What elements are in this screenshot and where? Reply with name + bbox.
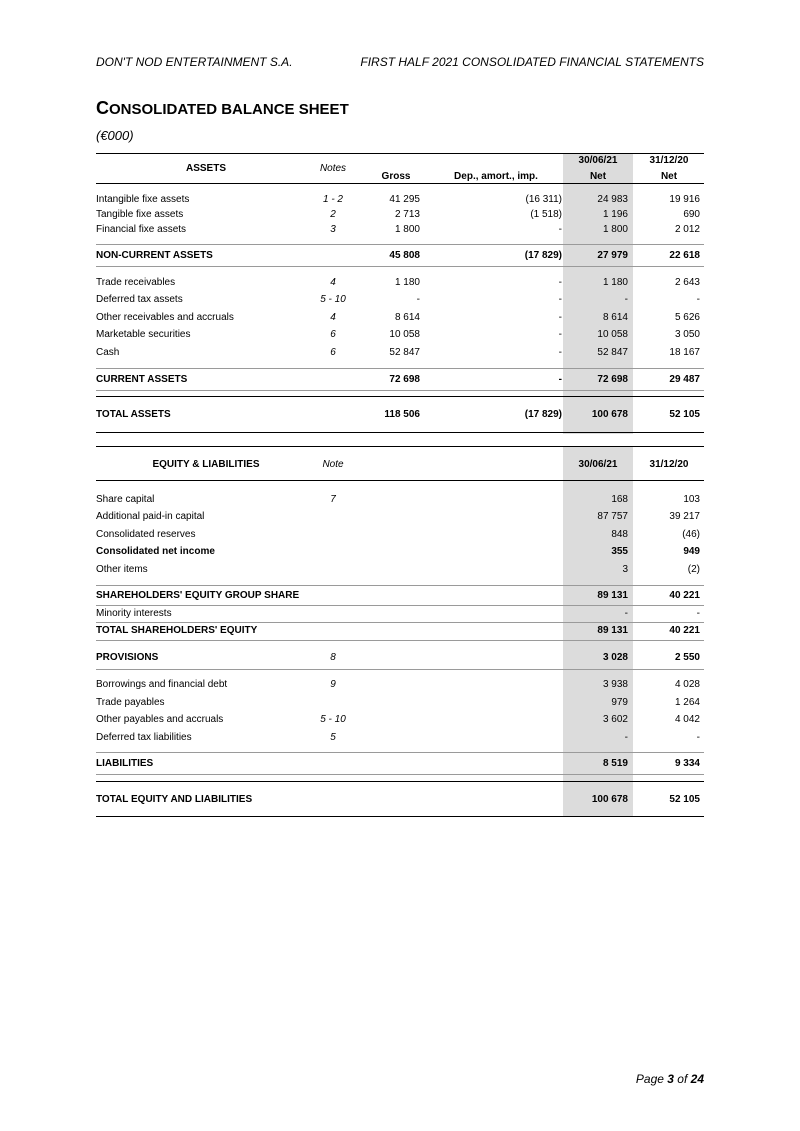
row-rule	[96, 669, 704, 670]
row-net1: 979	[611, 697, 628, 708]
row-net1: 24 983	[597, 194, 628, 205]
row-rule	[96, 390, 704, 391]
table-row	[96, 192, 704, 208]
row-rule	[96, 774, 704, 775]
row-gross: 72 698	[389, 374, 420, 385]
row-net2: 39 217	[669, 511, 700, 522]
row-label: Other receivables and accruals	[96, 312, 234, 323]
row-net2: 9 334	[674, 758, 700, 769]
row-gross: 2 713	[394, 209, 420, 220]
table-row-subtotal	[96, 623, 704, 639]
running-header-left: DON'T NOD ENTERTAINMENT S.A.	[96, 55, 293, 69]
row-label: Trade receivables	[96, 277, 176, 288]
row-net2: 949	[683, 546, 700, 557]
col-header-net1-date: 30/06/21	[578, 459, 618, 470]
row-net1: -	[624, 294, 628, 305]
row-net2: 2 550	[674, 652, 700, 663]
row-net1: 3	[622, 564, 628, 575]
row-net2: 19 916	[669, 194, 700, 205]
row-net1: 3 602	[602, 714, 628, 725]
row-label: SHAREHOLDERS' EQUITY GROUP SHARE	[96, 590, 300, 601]
row-net2: (2)	[687, 564, 700, 575]
row-label: NON-CURRENT ASSETS	[96, 250, 213, 261]
row-note: 1 - 2	[322, 194, 343, 205]
row-note: 4	[330, 277, 336, 288]
row-net2: 1 264	[674, 697, 700, 708]
row-net1: 52 847	[597, 347, 628, 358]
total-rule	[96, 781, 704, 782]
row-net2: 3 050	[674, 329, 700, 340]
row-dep: -	[558, 374, 562, 385]
row-label: PROVISIONS	[96, 652, 159, 663]
row-gross: 118 506	[384, 409, 420, 420]
row-net1: 100 678	[591, 409, 628, 420]
row-note: 6	[330, 329, 336, 340]
row-net1: -	[624, 608, 628, 619]
table-row-subtotal	[96, 588, 704, 604]
col-header-gross: Gross	[381, 171, 411, 182]
row-net1: 3 028	[602, 652, 628, 663]
row-label: TOTAL ASSETS	[96, 409, 171, 420]
row-net1: 355	[611, 546, 628, 557]
row-dep: -	[558, 347, 562, 358]
row-rule	[96, 244, 704, 245]
row-rule	[96, 266, 704, 267]
title-rest: ONSOLIDATED BALANCE SHEET	[109, 101, 349, 118]
row-net2: -	[696, 294, 700, 305]
row-note: 5 - 10	[320, 714, 346, 725]
row-net1: 72 698	[597, 374, 628, 385]
row-note: 8	[330, 652, 336, 663]
row-net1: 100 678	[591, 794, 628, 805]
row-rule	[96, 752, 704, 753]
row-dep: (16 311)	[525, 194, 562, 205]
row-net1: 1 800	[602, 224, 628, 235]
row-net1: 89 131	[597, 625, 628, 636]
table-row	[96, 327, 704, 343]
table-bottom-rule	[96, 816, 704, 817]
row-dep: (1 518)	[530, 209, 562, 220]
row-net2: (46)	[682, 529, 700, 540]
row-net1: 27 979	[597, 250, 628, 261]
row-net1: 168	[611, 494, 628, 505]
row-net1: 3 938	[602, 679, 628, 690]
row-note: 2	[330, 209, 336, 220]
col-header-dep: Dep., amort., imp.	[454, 171, 538, 182]
row-note: 5 - 10	[320, 294, 346, 305]
row-net1: 848	[611, 529, 628, 540]
row-note: 4	[330, 312, 336, 323]
row-net1: 10 058	[597, 329, 628, 340]
row-note: 7	[330, 494, 336, 505]
row-dep: -	[558, 294, 562, 305]
row-label: Cash	[96, 347, 120, 358]
row-label: Additional paid-in capital	[96, 511, 205, 522]
row-dep: (17 829)	[524, 409, 562, 420]
row-note: 9	[330, 679, 336, 690]
total-rule	[96, 396, 704, 397]
col-header-equity: EQUITY & LIABILITIES	[152, 459, 260, 470]
row-label: TOTAL SHAREHOLDERS' EQUITY	[96, 625, 258, 636]
row-gross: 8 614	[394, 312, 420, 323]
col-header-net2-date: 31/12/20	[649, 459, 689, 470]
table-top-rule	[96, 446, 704, 447]
table-row-subtotal	[96, 372, 704, 388]
row-net1: 1 196	[602, 209, 628, 220]
row-gross: 1 180	[394, 277, 420, 288]
table-row	[96, 712, 704, 728]
row-label: Financial fixe assets	[96, 224, 187, 235]
table-row	[96, 527, 704, 543]
assets-table	[96, 150, 704, 435]
table-row	[96, 695, 704, 711]
row-label: LIABILITIES	[96, 758, 154, 769]
running-header-right: FIRST HALF 2021 CONSOLIDATED FINANCIAL STATEMENTS	[360, 55, 704, 69]
table-row	[96, 345, 704, 361]
col-header-net2-date: 31/12/20	[649, 155, 689, 166]
table-row	[96, 606, 704, 622]
row-label: Other payables and accruals	[96, 714, 224, 725]
page-number	[636, 1072, 704, 1086]
table-row	[96, 310, 704, 326]
row-net2: 52 105	[669, 409, 700, 420]
row-dep: -	[558, 312, 562, 323]
row-net2: 5 626	[674, 312, 700, 323]
row-label: Consolidated reserves	[96, 529, 196, 540]
row-label: CURRENT ASSETS	[96, 374, 188, 385]
col-header-net2: Net	[660, 171, 678, 182]
row-rule	[96, 585, 704, 586]
table-row-subtotal	[96, 756, 704, 772]
row-net2: 103	[683, 494, 700, 505]
row-label: Deferred tax assets	[96, 294, 183, 305]
row-gross: 52 847	[389, 347, 420, 358]
col-header-notes: Notes	[319, 163, 347, 174]
row-dep: -	[558, 277, 562, 288]
row-label: TOTAL EQUITY AND LIABILITIES	[96, 794, 253, 805]
row-gross: -	[416, 294, 420, 305]
row-label: Trade payables	[96, 697, 165, 708]
table-row-subtotal	[96, 248, 704, 264]
row-rule	[96, 640, 704, 641]
row-net2: 2 012	[674, 224, 700, 235]
row-net2: -	[696, 608, 700, 619]
row-gross: 41 295	[389, 194, 420, 205]
row-gross: 1 800	[394, 224, 420, 235]
table-row-subtotal	[96, 650, 704, 666]
row-dep: -	[558, 224, 562, 235]
row-rule	[96, 368, 704, 369]
col-header-net1: Net	[589, 171, 607, 182]
row-gross: 10 058	[389, 329, 420, 340]
row-net2: 29 487	[669, 374, 700, 385]
col-header-net1-date: 30/06/21	[578, 155, 618, 166]
row-label: Deferred tax liabilities	[96, 732, 192, 743]
row-label: Other items	[96, 564, 148, 575]
row-net2: 22 618	[669, 250, 700, 261]
row-net2: 18 167	[669, 347, 700, 358]
row-net2: 4 042	[674, 714, 700, 725]
row-net2: -	[696, 732, 700, 743]
table-row	[96, 730, 704, 746]
row-net2: 690	[683, 209, 700, 220]
header-rule	[96, 480, 704, 481]
col-header-assets: ASSETS	[185, 163, 226, 174]
table-row	[96, 207, 704, 223]
row-net2: 2 643	[674, 277, 700, 288]
page-total: 24	[690, 1072, 704, 1086]
row-label: Minority interests	[96, 608, 172, 619]
row-net2: 4 028	[674, 679, 700, 690]
row-dep: (17 829)	[524, 250, 562, 261]
row-net1: 1 180	[602, 277, 628, 288]
row-note: 6	[330, 347, 336, 358]
page-current: 3	[667, 1072, 674, 1086]
row-net1: 89 131	[597, 590, 628, 601]
table-row	[96, 275, 704, 291]
table-row-total	[96, 407, 704, 423]
table-row-total	[96, 792, 704, 808]
row-note: 3	[330, 224, 336, 235]
row-label: Tangible fixe assets	[96, 209, 184, 220]
row-label: Share capital	[96, 494, 155, 505]
table-row	[96, 492, 704, 508]
row-gross: 45 808	[389, 250, 420, 261]
title-initial: C	[96, 98, 109, 118]
table-row	[96, 222, 704, 238]
row-label: Consolidated net income	[96, 546, 215, 557]
row-label: Marketable securities	[96, 329, 191, 340]
page-of: of	[673, 1072, 691, 1086]
header-rule	[96, 183, 704, 184]
row-net2: 40 221	[669, 625, 700, 636]
table-row	[96, 292, 704, 308]
row-net1: -	[624, 732, 628, 743]
row-net1: 8 519	[602, 758, 628, 769]
row-net2: 40 221	[669, 590, 700, 601]
table-row	[96, 677, 704, 693]
col-header-note: Note	[322, 459, 344, 470]
row-dep: -	[558, 329, 562, 340]
page-title	[96, 98, 349, 119]
page-prefix: Page	[635, 1072, 668, 1086]
row-net1: 8 614	[602, 312, 628, 323]
equity-liabilities-table	[96, 445, 704, 820]
row-net2: 52 105	[669, 794, 700, 805]
row-note: 5	[330, 732, 336, 743]
table-bottom-rule	[96, 432, 704, 433]
row-net1: 87 757	[597, 511, 628, 522]
row-label: Borrowings and financial debt	[96, 679, 228, 690]
unit-label: (€000)	[96, 128, 134, 143]
table-row	[96, 544, 704, 560]
table-row	[96, 509, 704, 525]
table-row	[96, 562, 704, 578]
row-label: Intangible fixe assets	[96, 194, 190, 205]
